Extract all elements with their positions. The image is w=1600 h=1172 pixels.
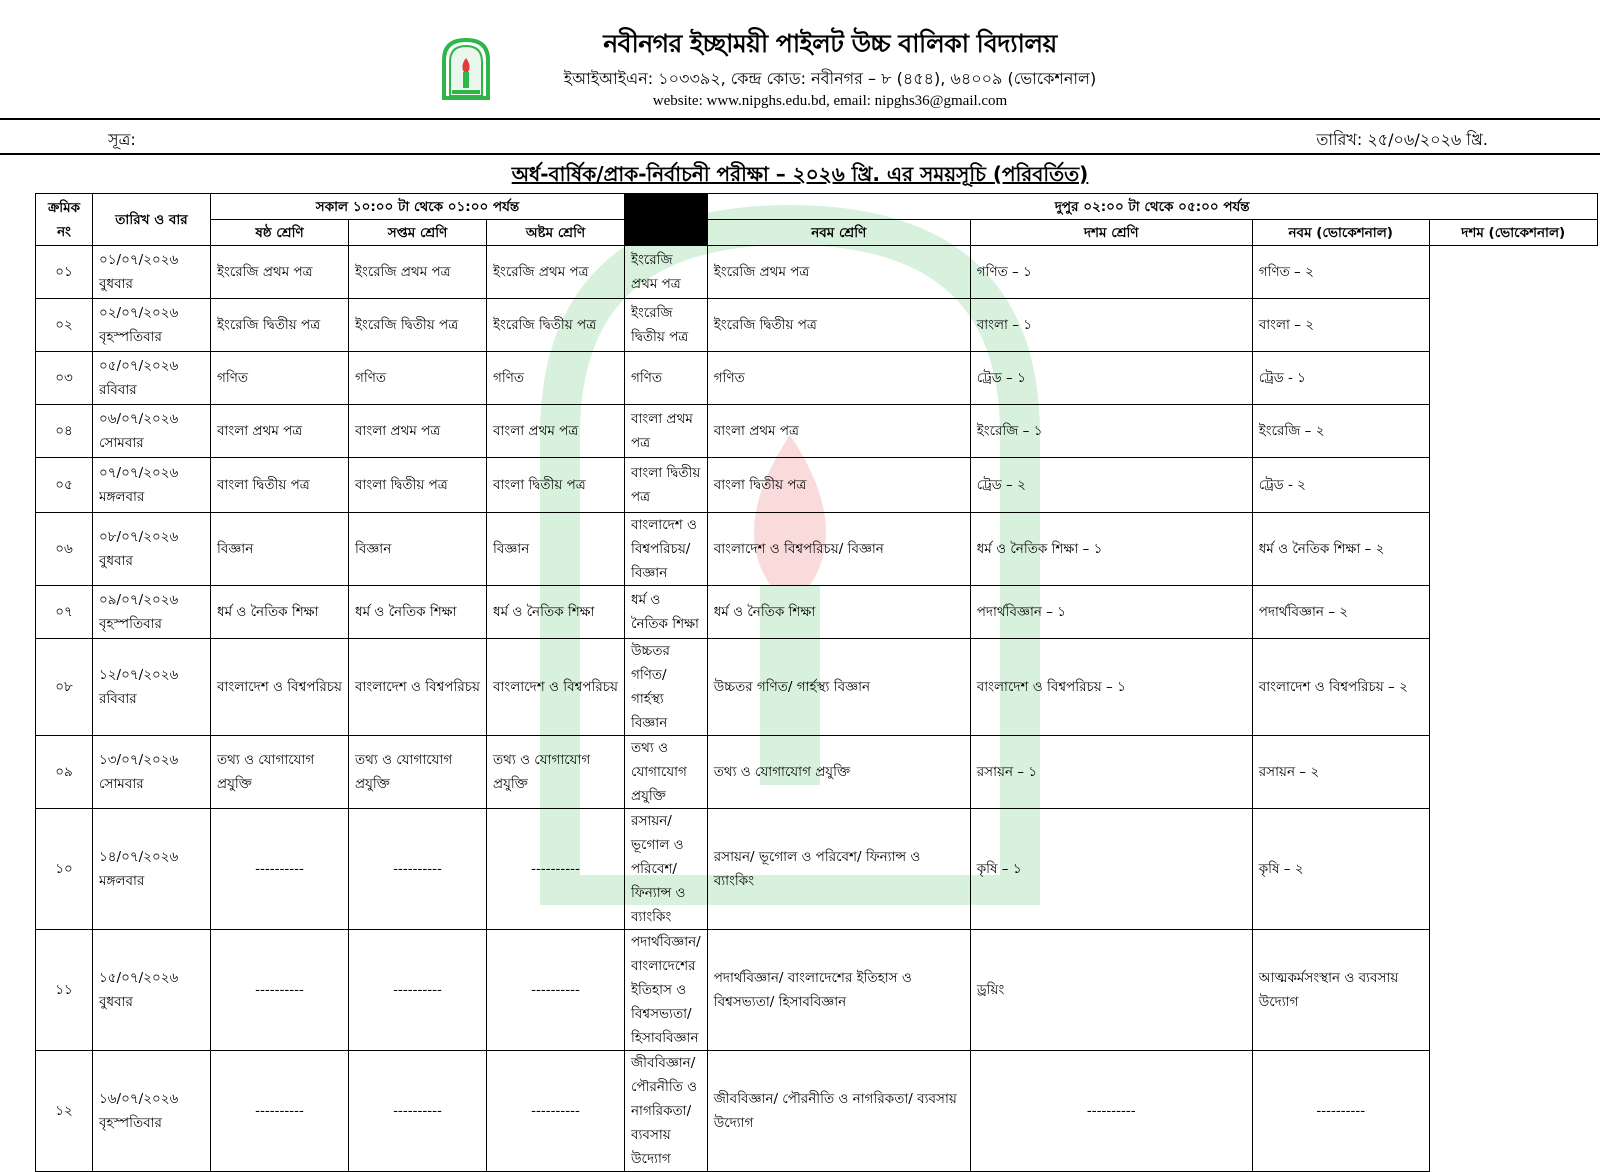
class-nine-vocational-subject-cell: বাংলাদেশ ও বিশ্বপরিচয় – ১: [970, 639, 1252, 736]
class-eight-subject-cell: ----------: [487, 809, 625, 930]
class-nine-subject-cell: ইংরেজি দ্বিতীয় পত্র: [625, 299, 708, 352]
document-header: [0, 0, 1600, 120]
class-nine-vocational-subject-cell: ট্রেড – ১: [970, 352, 1252, 405]
class-ten-subject-cell: গণিত: [707, 352, 970, 405]
class-nine-vocational-subject-cell: ইংরেজি – ১: [970, 405, 1252, 458]
table-row: [36, 513, 1598, 586]
serial-header-line1: ক্রমিক: [47, 199, 81, 216]
class-nine-subject-cell: বাংলাদেশ ও বিশ্বপরিচয়/ বিজ্ঞান: [625, 513, 708, 586]
class-eight-subject-cell: বাংলাদেশ ও বিশ্বপরিচয়: [487, 639, 625, 736]
class-ten-vocational-subject-cell: কৃষি – ২: [1252, 809, 1429, 930]
class-nine-vocational-subject-cell: পদার্থবিজ্ঞান – ১: [970, 586, 1252, 639]
class-nine-vocational-subject-cell: ধর্ম ও নৈতিক শিক্ষা – ১: [970, 513, 1252, 586]
class-ten-subject-cell: তথ্য ও যোগাযোগ প্রযুক্তি: [707, 736, 970, 809]
class-seven-subject-cell: বিজ্ঞান: [349, 513, 487, 586]
class-seven-subject-cell: গণিত: [349, 352, 487, 405]
class-six-subject-cell: বাংলা প্রথম পত্র: [211, 405, 349, 458]
class-seven-subject-cell: ----------: [349, 1051, 487, 1172]
exam-date: ০৭/০৭/২০২৬: [99, 465, 179, 481]
table-row: [36, 736, 1598, 809]
class-ten-subject-cell: ধর্ম ও নৈতিক শিক্ষা: [707, 586, 970, 639]
serial-cell: ০৯: [36, 736, 93, 809]
exam-day: সোমবার: [99, 776, 144, 792]
class-nine-vocational-subject-cell: রসায়ন – ১: [970, 736, 1252, 809]
table-row: [36, 458, 1598, 513]
class-ten-subject-cell: রসায়ন/ ভূগোল ও পরিবেশ/ ফিন্যান্স ও ব্যাংকিং: [707, 809, 970, 930]
exam-date: ১৩/০৭/২০২৬: [99, 752, 179, 768]
class-six-subject-cell: ইংরেজি প্রথম পত্র: [211, 246, 349, 299]
exam-schedule-table: [35, 193, 1598, 1172]
class-eight-subject-cell: বিজ্ঞান: [487, 513, 625, 586]
exam-date: ০২/০৭/২০২৬: [99, 305, 179, 321]
class-ten-subject-cell: উচ্চতর গণিত/ গার্হস্থ্য বিজ্ঞান: [707, 639, 970, 736]
exam-day: রবিবার: [99, 382, 137, 398]
class-eight-subject-cell: ধর্ম ও নৈতিক শিক্ষা: [487, 586, 625, 639]
class-nine-subject-cell: রসায়ন/ ভূগোল ও পরিবেশ/ ফিন্যান্স ও ব্যাংকিং: [625, 809, 708, 930]
table-row: [36, 246, 1598, 299]
class-ten-subject-cell: ইংরেজি প্রথম পত্র: [707, 246, 970, 299]
serial-cell: ০৬: [36, 513, 93, 586]
class-seven-subject-cell: ----------: [349, 809, 487, 930]
issue-date: তারিখ: ২৫/০৬/২০২৬ খ্রি.: [1316, 130, 1488, 149]
date-day-cell: [93, 246, 211, 299]
session-separator: [625, 194, 708, 246]
class-six-subject-cell: ----------: [211, 1051, 349, 1172]
exam-day: বৃহস্পতিবার: [99, 1115, 162, 1131]
class-ten-vocational-subject-cell: ----------: [1252, 1051, 1429, 1172]
class-six-subject-cell: তথ্য ও যোগাযোগ প্রযুক্তি: [211, 736, 349, 809]
serial-cell: ১১: [36, 930, 93, 1051]
date-day-cell: [93, 513, 211, 586]
date-day-cell: [93, 352, 211, 405]
date-day-cell: [93, 299, 211, 352]
exam-day: বুধবার: [99, 994, 133, 1010]
class-nine-vocational-subject-cell: ড্রয়িং: [970, 930, 1252, 1051]
class-ten-subject-cell: পদার্থবিজ্ঞান/ বাংলাদেশের ইতিহাস ও বিশ্বসভ্যতা/ হিসাববিজ্ঞান: [707, 930, 970, 1051]
class-header-ten: দশম শ্রেণি: [970, 220, 1252, 246]
exam-day: সোমবার: [99, 435, 144, 451]
serial-header-line2: নং: [57, 223, 71, 240]
class-six-subject-cell: ইংরেজি দ্বিতীয় পত্র: [211, 299, 349, 352]
table-row: [36, 586, 1598, 639]
exam-day: মঙ্গলবার: [99, 873, 145, 889]
class-seven-subject-cell: ইংরেজি প্রথম পত্র: [349, 246, 487, 299]
exam-schedule-table-wrapper: [35, 193, 1598, 1172]
class-nine-subject-cell: বাংলা প্রথম পত্র: [625, 405, 708, 458]
class-six-subject-cell: বিজ্ঞান: [211, 513, 349, 586]
schedule-title: অর্ধ-বার্ষিক/প্রাক-নির্বাচনী পরীক্ষা – ২০২৬ খ্রি. এর সময়সূচি (পরিবর্তিত): [511, 162, 1089, 186]
class-six-subject-cell: ----------: [211, 809, 349, 930]
class-ten-vocational-subject-cell: আত্মকর্মসংস্থান ও ব্যবসায় উদ্যোগ: [1252, 930, 1429, 1051]
institution-codes: ইআইআইএন: ১০৩৩৯২, কেন্দ্র কোড: নবীনগর – ৮ (৪৫৪), ৬৪০০৯ (ভোকেশনাল): [563, 69, 1097, 88]
class-seven-subject-cell: বাংলা দ্বিতীয় পত্র: [349, 458, 487, 513]
class-eight-subject-cell: ইংরেজি প্রথম পত্র: [487, 246, 625, 299]
class-seven-subject-cell: ----------: [349, 930, 487, 1051]
exam-date: ০৬/০৭/২০২৬: [99, 411, 179, 427]
serial-cell: ১০: [36, 809, 93, 930]
class-ten-vocational-subject-cell: গণিত – ২: [1252, 246, 1429, 299]
class-ten-vocational-subject-cell: পদার্থবিজ্ঞান – ২: [1252, 586, 1429, 639]
class-ten-vocational-subject-cell: ট্রেড - ২: [1252, 458, 1429, 513]
date-day-cell: [93, 809, 211, 930]
school-name: নবীনগর ইচ্ছাময়ী পাইলট উচ্চ বালিকা বিদ্যালয়: [603, 29, 1057, 58]
class-eight-subject-cell: গণিত: [487, 352, 625, 405]
serial-cell: ০৮: [36, 639, 93, 736]
class-six-subject-cell: বাংলাদেশ ও বিশ্বপরিচয়: [211, 639, 349, 736]
date-day-cell: [93, 930, 211, 1051]
date-day-cell: [93, 458, 211, 513]
class-ten-vocational-subject-cell: ট্রেড - ১: [1252, 352, 1429, 405]
serial-header: [36, 194, 93, 246]
exam-date: ১৫/০৭/২০২৬: [99, 970, 179, 986]
class-nine-subject-cell: বাংলা দ্বিতীয় পত্র: [625, 458, 708, 513]
class-nine-vocational-subject-cell: কৃষি – ১: [970, 809, 1252, 930]
table-row: [36, 405, 1598, 458]
exam-date: ১৬/০৭/২০২৬: [99, 1091, 179, 1107]
class-seven-subject-cell: বাংলা প্রথম পত্র: [349, 405, 487, 458]
reference-label: সূত্র:: [108, 130, 136, 149]
class-ten-subject-cell: বাংলাদেশ ও বিশ্বপরিচয়/ বিজ্ঞান: [707, 513, 970, 586]
exam-date: ০৫/০৭/২০২৬: [99, 358, 179, 374]
date-day-cell: [93, 405, 211, 458]
class-nine-subject-cell: তথ্য ও যোগাযোগ প্রযুক্তি: [625, 736, 708, 809]
exam-date: ১২/০৭/২০২৬: [99, 667, 179, 683]
class-seven-subject-cell: ধর্ম ও নৈতিক শিক্ষা: [349, 586, 487, 639]
class-nine-vocational-subject-cell: গণিত – ১: [970, 246, 1252, 299]
table-row: [36, 1051, 1598, 1172]
class-header-ten-vocational: দশম (ভোকেশনাল): [1429, 220, 1597, 246]
class-header-six: ষষ্ঠ শ্রেণি: [211, 220, 349, 246]
class-ten-vocational-subject-cell: ইংরেজি – ২: [1252, 405, 1429, 458]
serial-cell: ১২: [36, 1051, 93, 1172]
class-ten-vocational-subject-cell: বাংলাদেশ ও বিশ্বপরিচয় – ২: [1252, 639, 1429, 736]
afternoon-session-header: দুপুর ০২:০০ টা থেকে ০৫:০০ পর্যন্ত: [707, 194, 1597, 220]
class-header-eight: অষ্টম শ্রেণি: [487, 220, 625, 246]
class-seven-subject-cell: বাংলাদেশ ও বিশ্বপরিচয়: [349, 639, 487, 736]
table-row: [36, 809, 1598, 930]
class-nine-vocational-subject-cell: ----------: [970, 1051, 1252, 1172]
exam-day: মঙ্গলবার: [99, 489, 145, 505]
table-row: [36, 352, 1598, 405]
header-divider-top: [0, 118, 1600, 120]
class-six-subject-cell: গণিত: [211, 352, 349, 405]
morning-session-header: সকাল ১০:০০ টা থেকে ০১:০০ পর্যন্ত: [211, 194, 625, 220]
class-six-subject-cell: ধর্ম ও নৈতিক শিক্ষা: [211, 586, 349, 639]
class-ten-vocational-subject-cell: রসায়ন – ২: [1252, 736, 1429, 809]
header-divider-bottom: [0, 153, 1600, 155]
class-seven-subject-cell: ইংরেজি দ্বিতীয় পত্র: [349, 299, 487, 352]
class-eight-subject-cell: ----------: [487, 930, 625, 1051]
class-header-nine: নবম শ্রেণি: [707, 220, 970, 246]
date-day-cell: [93, 1051, 211, 1172]
exam-day: বৃহস্পতিবার: [99, 616, 162, 632]
serial-cell: ০৩: [36, 352, 93, 405]
class-eight-subject-cell: ইংরেজি দ্বিতীয় পত্র: [487, 299, 625, 352]
class-nine-subject-cell: পদার্থবিজ্ঞান/ বাংলাদেশের ইতিহাস ও বিশ্বসভ্যতা/ হিসাববিজ্ঞান: [625, 930, 708, 1051]
serial-cell: ০৫: [36, 458, 93, 513]
class-ten-subject-cell: বাংলা প্রথম পত্র: [707, 405, 970, 458]
table-row: [36, 299, 1598, 352]
class-ten-subject-cell: জীববিজ্ঞান/ পৌরনীতি ও নাগরিকতা/ ব্যবসায় উদ্যোগ: [707, 1051, 970, 1172]
date-day-cell: [93, 586, 211, 639]
class-nine-subject-cell: জীববিজ্ঞান/ পৌরনীতি ও নাগরিকতা/ ব্যবসায় উদ্যোগ: [625, 1051, 708, 1172]
class-eight-subject-cell: তথ্য ও যোগাযোগ প্রযুক্তি: [487, 736, 625, 809]
class-nine-vocational-subject-cell: ট্রেড – ২: [970, 458, 1252, 513]
class-ten-subject-cell: ইংরেজি দ্বিতীয় পত্র: [707, 299, 970, 352]
exam-day: বুধবার: [99, 553, 133, 569]
exam-date: ০৮/০৭/২০২৬: [99, 529, 179, 545]
class-nine-subject-cell: ধর্ম ও নৈতিক শিক্ষা: [625, 586, 708, 639]
serial-cell: ০৪: [36, 405, 93, 458]
exam-date: ০৯/০৭/২০২৬: [99, 592, 179, 608]
serial-cell: ০৭: [36, 586, 93, 639]
class-header-nine-vocational: নবম (ভোকেশনাল): [1252, 220, 1429, 246]
class-seven-subject-cell: তথ্য ও যোগাযোগ প্রযুক্তি: [349, 736, 487, 809]
class-nine-subject-cell: উচ্চতর গণিত/ গার্হস্থ্য বিজ্ঞান: [625, 639, 708, 736]
serial-cell: ০১: [36, 246, 93, 299]
class-eight-subject-cell: বাংলা প্রথম পত্র: [487, 405, 625, 458]
exam-day: বৃহস্পতিবার: [99, 329, 162, 345]
class-six-subject-cell: বাংলা দ্বিতীয় পত্র: [211, 458, 349, 513]
table-row: [36, 639, 1598, 736]
class-nine-vocational-subject-cell: বাংলা – ১: [970, 299, 1252, 352]
date-day-cell: [93, 639, 211, 736]
exam-day: বুধবার: [99, 276, 133, 292]
contact-line: website: www.nipghs.edu.bd, email: nipghs36@gmail.com: [652, 93, 1008, 109]
class-ten-vocational-subject-cell: ধর্ম ও নৈতিক শিক্ষা – ২: [1252, 513, 1429, 586]
table-row: [36, 930, 1598, 1051]
class-six-subject-cell: ----------: [211, 930, 349, 1051]
exam-date: ১৪/০৭/২০২৬: [99, 849, 179, 865]
class-ten-vocational-subject-cell: বাংলা – ২: [1252, 299, 1429, 352]
serial-cell: ০২: [36, 299, 93, 352]
exam-day: রবিবার: [99, 691, 137, 707]
class-header-seven: সপ্তম শ্রেণি: [349, 220, 487, 246]
class-nine-subject-cell: গণিত: [625, 352, 708, 405]
class-eight-subject-cell: ----------: [487, 1051, 625, 1172]
date-day-header: তারিখ ও বার: [93, 194, 211, 246]
date-day-cell: [93, 736, 211, 809]
exam-date: ০১/০৭/২০২৬: [99, 252, 179, 268]
class-eight-subject-cell: বাংলা দ্বিতীয় পত্র: [487, 458, 625, 513]
class-ten-subject-cell: বাংলা দ্বিতীয় পত্র: [707, 458, 970, 513]
class-nine-subject-cell: ইংরেজি প্রথম পত্র: [625, 246, 708, 299]
